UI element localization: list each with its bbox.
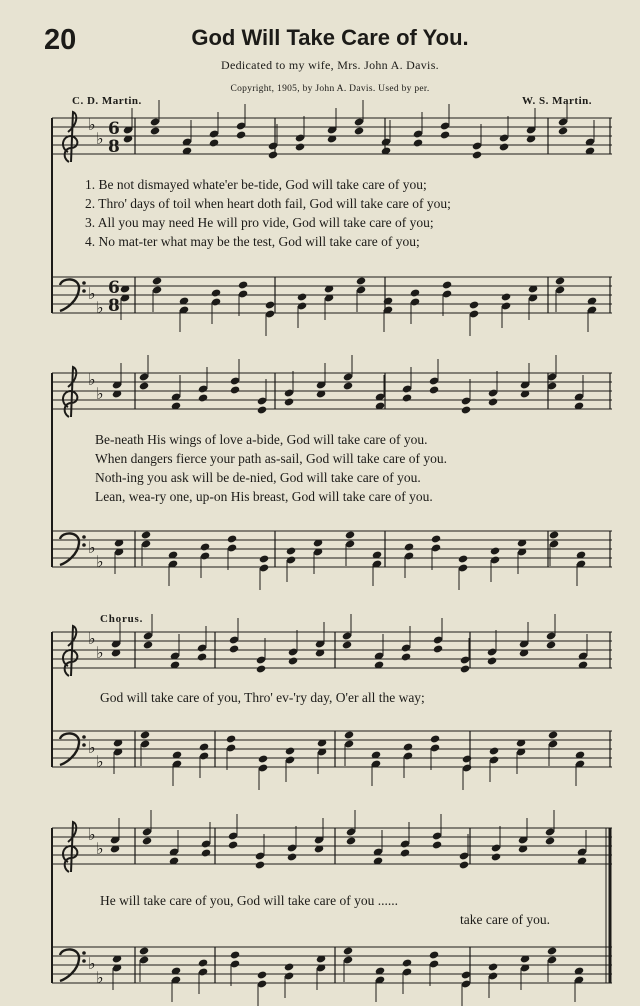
flat-icon: ♭	[96, 552, 104, 571]
flat-icon: ♭	[96, 839, 104, 858]
bass-clef-dot	[82, 743, 86, 747]
hymn-number: 20	[44, 24, 77, 56]
note-head	[440, 130, 450, 139]
note-head	[404, 542, 414, 551]
note-head	[259, 554, 269, 563]
flat-icon: ♭	[96, 384, 104, 403]
note-head	[142, 836, 152, 845]
note-head	[403, 742, 413, 751]
note-head	[402, 393, 412, 402]
note-head	[226, 734, 236, 743]
time-signature-top: 6	[108, 278, 120, 298]
stanza-3-line-1: 3. All you may need He will pro vide, God will take care of you;	[85, 215, 434, 230]
note-head	[429, 950, 439, 959]
note-head	[286, 546, 296, 555]
note-head	[501, 292, 511, 301]
flat-icon: ♭	[88, 538, 96, 557]
note-head	[459, 860, 469, 869]
bass-clef-dot	[82, 543, 86, 547]
bass-clef-dot	[82, 951, 86, 955]
note-head	[549, 530, 559, 539]
note-head	[342, 640, 352, 649]
copyright-notice: Copyright, 1905, by John A. Davis. Used by per.	[230, 84, 430, 94]
note-head	[230, 385, 240, 394]
flat-icon: ♭	[96, 752, 104, 771]
stanza-4-line-2: Lean, wea-ry one, up-on His breast, God will take care of you.	[95, 489, 433, 504]
note-head	[150, 126, 160, 135]
note-head	[548, 730, 558, 739]
chorus-line-2: He will take care of you, God will take care of you ......	[100, 893, 399, 908]
note-head	[400, 848, 410, 857]
note-head	[238, 280, 248, 289]
flat-icon: ♭	[88, 825, 96, 844]
note-head	[490, 546, 500, 555]
chorus-label: Chorus.	[100, 613, 144, 625]
time-signature-bottom: 8	[108, 296, 120, 316]
note-head	[491, 852, 501, 861]
hymn-title: God Will Take Care of You.	[191, 25, 469, 50]
note-head	[297, 292, 307, 301]
note-head	[460, 664, 470, 673]
note-head	[255, 860, 265, 869]
note-head	[547, 946, 557, 955]
lyricist: C. D. Martin.	[72, 95, 142, 107]
note-head	[401, 652, 411, 661]
note-head	[198, 393, 208, 402]
note-head	[469, 300, 479, 309]
stanza-3-line-2: Noth-ing you ask will be de-nied, God will take care of you.	[95, 470, 421, 485]
bass-clef-dot	[82, 289, 86, 293]
note-head	[558, 126, 568, 135]
flat-icon: ♭	[88, 115, 96, 134]
note-head	[402, 958, 412, 967]
note-head	[430, 734, 440, 743]
note-head	[284, 962, 294, 971]
time-signature-top: 6	[108, 119, 120, 139]
note-head	[258, 754, 268, 763]
flat-icon: ♭	[88, 370, 96, 389]
flat-icon: ♭	[96, 643, 104, 662]
note-head	[139, 381, 149, 390]
note-head	[230, 950, 240, 959]
note-head	[431, 534, 441, 543]
note-head	[545, 836, 555, 845]
note-head	[499, 142, 509, 151]
note-head	[555, 276, 565, 285]
note-head	[285, 746, 295, 755]
note-head	[229, 644, 239, 653]
chorus-line-1: God will take care of you, Thro' ev-'ry day, O'er all the way;	[100, 690, 425, 705]
note-head	[488, 962, 498, 971]
bass-clef-dot	[82, 281, 86, 285]
flat-icon: ♭	[88, 629, 96, 648]
dedication: Dedicated to my wife, Mrs. John A. Davis.	[221, 58, 439, 72]
note-head	[410, 288, 420, 297]
note-head	[143, 640, 153, 649]
note-head	[200, 542, 210, 551]
time-signature-bottom: 8	[108, 137, 120, 157]
flat-icon: ♭	[88, 954, 96, 973]
note-head	[268, 150, 278, 159]
note-head	[295, 142, 305, 151]
stanza-4-line-1: 4. No mat-ter what may be the test, God will take care of you;	[85, 234, 420, 249]
note-head	[211, 288, 221, 297]
note-head	[343, 381, 353, 390]
note-head	[197, 652, 207, 661]
note-head	[265, 300, 275, 309]
note-head	[472, 150, 482, 159]
note-head	[487, 656, 497, 665]
note-head	[257, 405, 267, 414]
note-head	[141, 530, 151, 539]
note-head	[442, 280, 452, 289]
stanza-1-line-1: 1. Be not dismayed whate'er be-tide, God will take care of you;	[85, 177, 427, 192]
stanza-2-line-1: 2. Thro' days of toil when heart doth fail, God will take care of you;	[85, 196, 451, 211]
note-head	[198, 958, 208, 967]
note-head	[256, 664, 266, 673]
note-head	[201, 848, 211, 857]
note-head	[344, 730, 354, 739]
bass-clef-dot	[82, 959, 86, 963]
bass-clef-dot	[82, 535, 86, 539]
note-head	[488, 397, 498, 406]
flat-icon: ♭	[96, 129, 104, 148]
note-head	[284, 397, 294, 406]
note-head	[432, 840, 442, 849]
flat-icon: ♭	[88, 284, 96, 303]
note-head	[287, 852, 297, 861]
stanza-2-line-2: When dangers fierce your path as-sail, God will take care of you.	[95, 451, 447, 466]
note-head	[345, 530, 355, 539]
note-head	[288, 656, 298, 665]
note-head	[209, 138, 219, 147]
bass-clef-dot	[82, 735, 86, 739]
note-head	[227, 534, 237, 543]
note-head	[343, 946, 353, 955]
note-head	[354, 126, 364, 135]
flat-icon: ♭	[96, 968, 104, 987]
note-head	[413, 138, 423, 147]
note-head	[489, 746, 499, 755]
note-head	[462, 754, 472, 763]
note-head	[152, 276, 162, 285]
chorus-line-3: take care of you.	[460, 912, 550, 927]
note-head	[346, 836, 356, 845]
note-head	[546, 640, 556, 649]
flat-icon: ♭	[96, 298, 104, 317]
note-head	[140, 730, 150, 739]
note-head	[139, 946, 149, 955]
note-head	[257, 970, 267, 979]
flat-icon: ♭	[88, 738, 96, 757]
note-head	[461, 405, 471, 414]
note-head	[228, 840, 238, 849]
note-head	[356, 276, 366, 285]
stanza-1-line-2: Be-neath His wings of love a-bide, God will take care of you.	[95, 432, 428, 447]
note-head	[433, 644, 443, 653]
composer: W. S. Martin.	[522, 95, 592, 107]
note-head	[458, 554, 468, 563]
note-head	[429, 385, 439, 394]
note-head	[236, 130, 246, 139]
note-head	[199, 742, 209, 751]
